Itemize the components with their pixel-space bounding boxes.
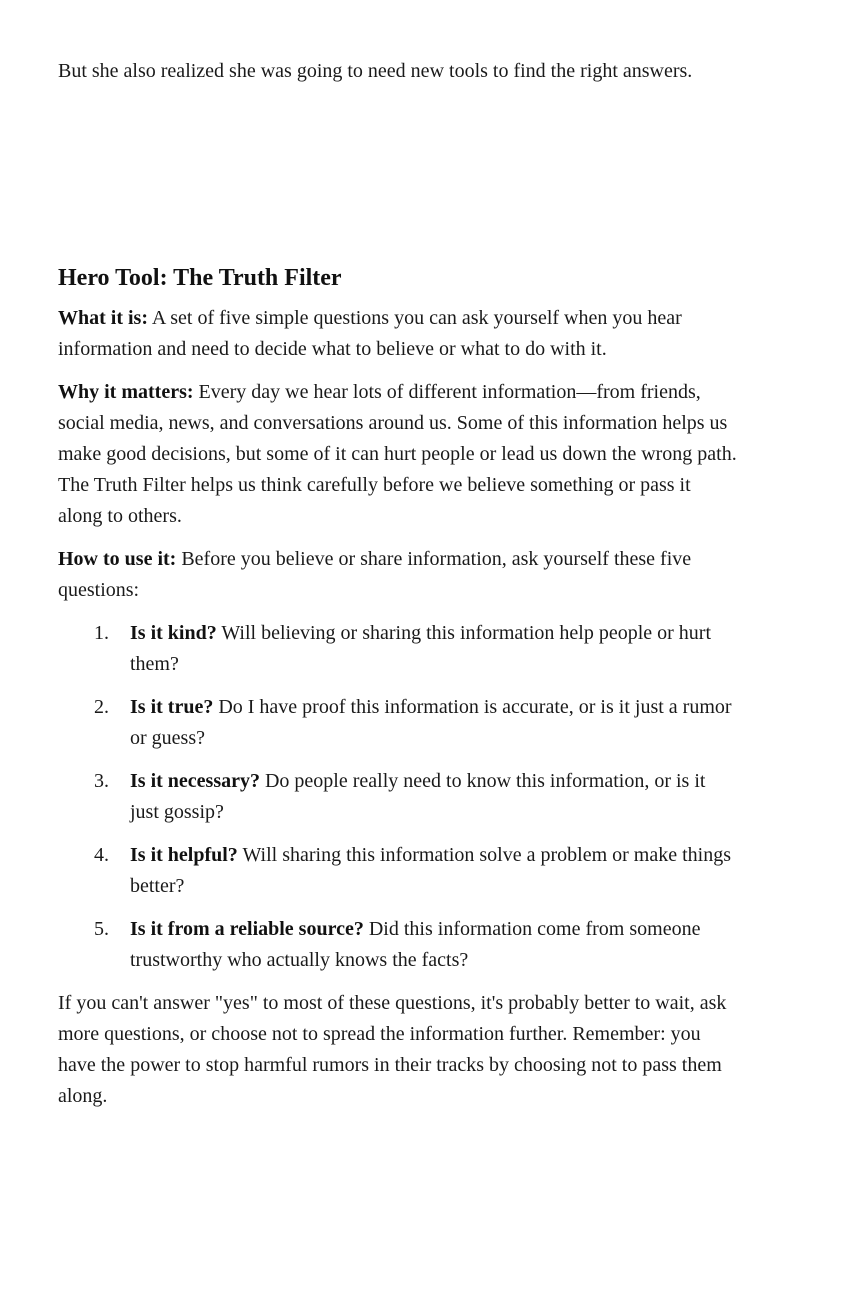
why-it-matters-label: Why it matters:: [58, 381, 194, 403]
what-it-is-text: A set of five simple questions you can ask yourself when you hear information and need to decide what to believe or what to do with it.: [58, 307, 682, 360]
question-label: Is it kind?: [130, 622, 217, 644]
list-item: [58, 840, 738, 902]
list-item: [58, 692, 738, 754]
list-item: [58, 914, 738, 976]
question-text: Did this information come from someone trustworthy who actually knows the facts?: [130, 918, 701, 971]
how-to-use-paragraph: [58, 544, 738, 606]
question-text: Do I have proof this information is accurate, or is it just a rumor or guess?: [130, 696, 732, 749]
list-item: [58, 766, 738, 828]
question-label: Is it necessary?: [130, 770, 260, 792]
question-label: Is it from a reliable source?: [130, 918, 364, 940]
truth-filter-section: [58, 262, 738, 1124]
list-item-number: 4.: [94, 844, 109, 866]
question-label: Is it true?: [130, 696, 214, 718]
questions-list: [58, 618, 738, 976]
question-label: Is it helpful?: [130, 844, 238, 866]
why-it-matters-text: Every day we hear lots of different information—from friends, social media, news, and conversations around us. Some of this information helps us make good decisions, but some of it can hurt people or lead us down the wrong path. The Truth Filter helps us think carefully before we believe something or pass it along to others.: [58, 381, 737, 527]
list-item-number: 2.: [94, 696, 109, 718]
section-heading: Hero Tool: The Truth Filter: [58, 265, 342, 291]
how-to-use-text: Before you believe or share information, ask yourself these five questions:: [58, 548, 692, 601]
what-it-is-label: What it is:: [58, 307, 148, 329]
list-item: [58, 618, 738, 680]
conclusion-paragraph: If you can't answer "yes" to most of these questions, it's probably better to wait, ask more questions, or choose not to spread the information further. Remember: you have the power to stop harmful rumors in their tracks by choosing not to pass them along.: [58, 992, 727, 1107]
question-text: Will sharing this information solve a problem or make things better?: [130, 844, 732, 897]
what-it-is-paragraph: [58, 303, 738, 365]
question-text: Do people really need to know this information, or is it just gossip?: [130, 770, 706, 823]
intro-paragraph: But she also realized she was going to need new tools to find the right answers.: [58, 60, 693, 82]
list-item-number: 3.: [94, 770, 109, 792]
list-item-number: 1.: [94, 622, 109, 644]
list-item-number: 5.: [94, 918, 109, 940]
question-text: Will believing or sharing this information help people or hurt them?: [130, 622, 712, 675]
how-to-use-label: How to use it:: [58, 548, 177, 570]
why-it-matters-paragraph: [58, 377, 738, 532]
